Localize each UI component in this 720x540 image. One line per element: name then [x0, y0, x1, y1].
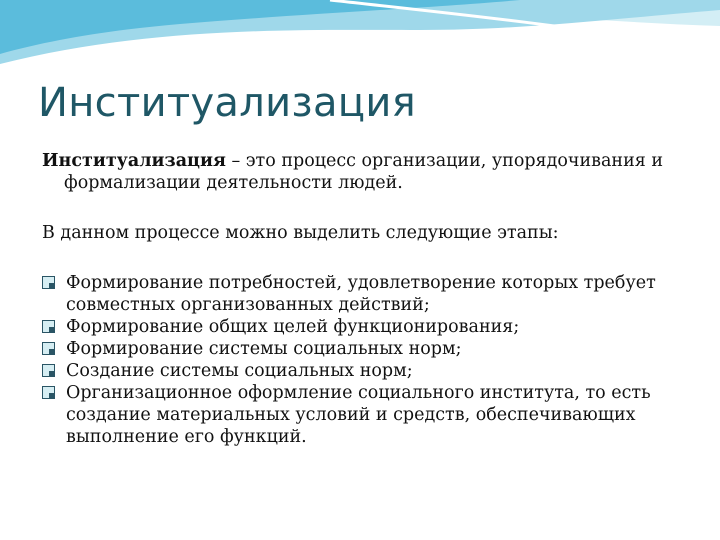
header-wave-decoration: [0, 0, 720, 80]
definition-paragraph: [42, 150, 692, 194]
list-item: [42, 382, 692, 448]
list-item: [42, 338, 692, 360]
square-checkbox-icon: [42, 386, 55, 399]
list-item-text: Формирование общих целей функционирования;: [66, 317, 520, 337]
square-checkbox-icon: [42, 276, 55, 289]
list-item-text: Организационное оформление социального института, то есть создание материальных условий и средств, обеспечивающих выполнение его функций.: [66, 383, 651, 447]
list-item: [42, 272, 692, 316]
slide-title: Институализация: [38, 80, 416, 126]
definition-term: Институализация: [42, 151, 226, 171]
list-item: [42, 316, 692, 338]
square-checkbox-icon: [42, 320, 55, 333]
list-item-text: Формирование системы социальных норм;: [66, 339, 462, 359]
square-checkbox-icon: [42, 342, 55, 355]
slide-body: [42, 150, 692, 448]
intro-text: В данном процессе можно выделить следующие этапы:: [42, 223, 559, 243]
list-item: [42, 360, 692, 382]
square-checkbox-icon: [42, 364, 55, 377]
list-item-text: Формирование потребностей, удовлетворение которых требует совместных организованных действий;: [66, 273, 656, 315]
stages-list: [42, 272, 692, 448]
definition-text: – это процесс организации, упорядочивания и формализации деятельности людей.: [64, 151, 664, 193]
list-item-text: Создание системы социальных норм;: [66, 361, 413, 381]
